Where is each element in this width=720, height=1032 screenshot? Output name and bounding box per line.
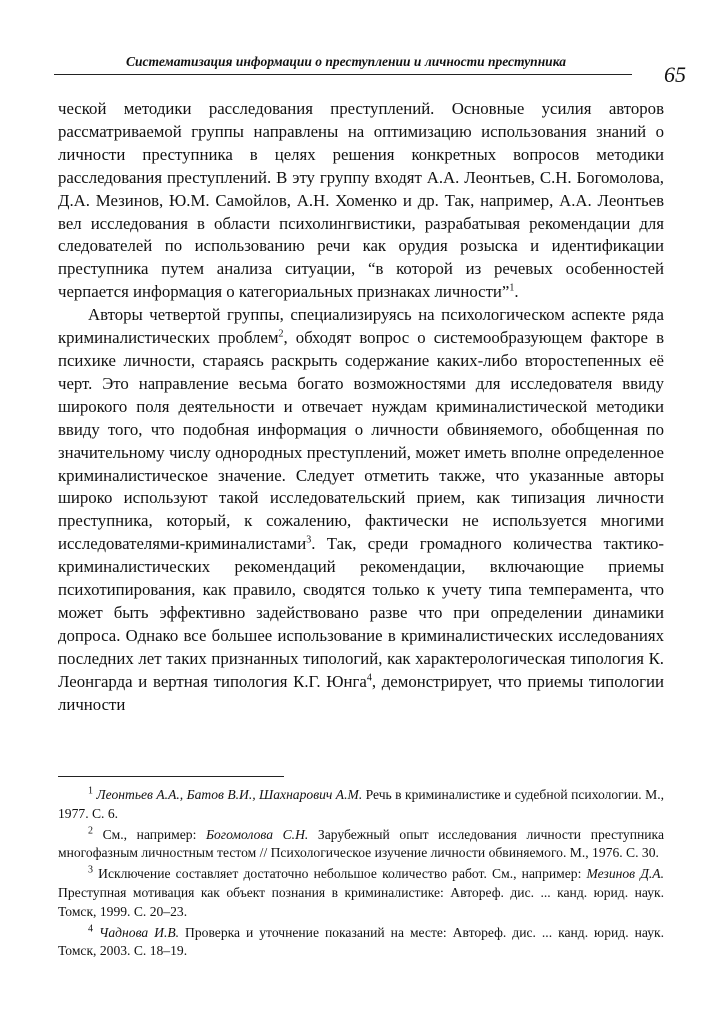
footnote-authors: Богомолова С.Н. <box>205 826 309 842</box>
footnotes <box>58 786 664 963</box>
footnote-number: 1 <box>88 785 93 797</box>
footnote-ref-1[interactable]: 1 <box>509 282 515 294</box>
footnote-ref-2[interactable]: 2 <box>278 328 284 340</box>
footnote-text: Зарубежный опыт исследования личности преступника многофазным личностным тестом // Психологическое изучение личности обвиняемого. М., 1976. С. 30. <box>58 826 664 861</box>
footnote-number: 3 <box>88 864 93 876</box>
footnote-authors: Мезинов Д.А. <box>586 866 664 882</box>
footnote-ref-3[interactable]: 3 <box>306 534 312 546</box>
footnote-text: Преступная мотивация как объект познания в криминалистике: Автореф. дис. ... канд. юрид. наук. Томск, 1999. С. 20–23. <box>58 884 664 919</box>
footnote-number: 4 <box>88 923 93 935</box>
footnote-4 <box>58 924 664 962</box>
running-head <box>54 46 690 87</box>
footnote-prefix: Исключение составляет достаточно небольшое количество работ. См., например: <box>93 866 587 882</box>
paragraph-1-text: ческой методики расследования преступлений. Основные усилия авторов рассматриваемой группы направлены на оптимизацию использования знаний о личности преступника в целях решения конкретных вопросов методики расследования преступлений. В эту группу входят А.А. Леонтьев, С.Н. Богомолова, Д.А. Мезинов, Ю.М. Самойлов, А.Н. Хоменко и др. Так, например, А.А. Леонтьев вел исследования в области психолингвистики, разрабатывая рекомендации для следователей по использованию речи как орудия розыска и идентификации преступника путем анализа ситуации, “в которой из речевых особенностей черпается информация о категориальных признаках личности” <box>58 99 664 302</box>
paragraph-2-part-c: . Так, среди громадного количества тактико-криминалистических рекомендаций рекомендации, включающие приемы психотипирования, как правило, сводятся только к учету типа темперамента, что может быть эффективно задействовано разве что при определении динамики допроса. Однако все большее использование в криминалистических исследованиях последних лет таких признанных типологий, как характерологическая типология К. Леонгарда и вертная типология К.Г. Юнга <box>58 534 664 691</box>
footnote-1 <box>58 786 664 824</box>
main-text <box>58 98 664 716</box>
header-rule <box>54 74 632 75</box>
footnote-authors: Чаднова И.В. <box>98 924 180 940</box>
paragraph-1 <box>58 98 664 304</box>
footnote-text: Речь в криминалистике и судебной психологии. М., 1977. С. 6. <box>58 787 664 821</box>
footnote-ref-4[interactable]: 4 <box>366 672 372 684</box>
paragraph-2 <box>58 304 664 716</box>
footnote-authors: Леонтьев А.А., Батов В.И., Шахнарович А.М. <box>96 787 363 802</box>
paragraph-2-part-a: Авторы четвертой группы, специализируясь на психологическом аспекте ряда криминалистических проблем <box>58 305 664 348</box>
footnote-prefix: См., например: <box>93 826 206 842</box>
footnote-number: 2 <box>88 825 93 837</box>
paragraph-1-end: . <box>514 282 519 302</box>
footnote-2 <box>58 826 664 864</box>
footnote-separator <box>58 776 284 777</box>
paragraph-2-part-d: , демонстрирует, что приемы типологии личности <box>58 671 665 714</box>
footnote-3 <box>58 865 664 921</box>
running-title: Систематизация информации о преступлении и личности преступника <box>126 54 566 69</box>
footnote-text: Проверка и уточнение показаний на месте: Автореф. дис. ... канд. юрид. наук. Томск, 2003. С. 18–19. <box>58 924 664 959</box>
paragraph-2-part-b: , обходят вопрос о системообразующем факторе в психике личности, стараясь раскрыть содержание каких-либо второстепенных её черт. Это направление весьма богато возможностями для исследователя ввиду широкого поля деятельности и отвечает нуждам криминалистической методики ввиду того, что подобная информация о личности обвиняемого, обобщенная по значительному числу однородных преступлений, может иметь вполне определенное криминалистическое значение. Следует отметить также, что указанные авторы широко используют такой исследовательский прием, как типизация личности преступника, который, к сожалению, фактически не используется многими исследователями-криминалистами <box>58 328 664 554</box>
page-number: 65 <box>664 62 686 87</box>
